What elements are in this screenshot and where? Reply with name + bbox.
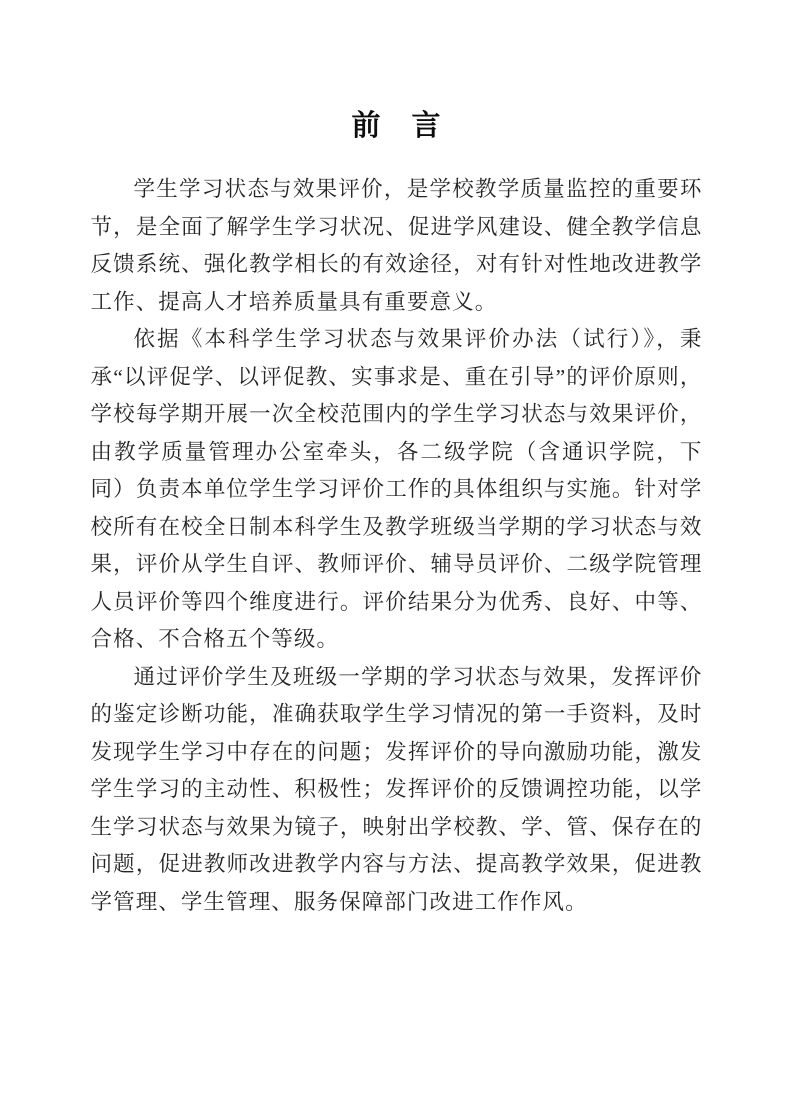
- paragraph-3: 通过评价学生及班级一学期的学习状态与效果，发挥评价的鉴定诊断功能，准确获取学生学习情况的第一手资料，及时发现学生学习中存在的问题；发挥评价的导向激励功能，激发学生学习的主动性、积极性；发挥评价的反馈调控功能，以学生学习状态与效果为镜子，映射出学校教、学、管、保存在的问题，促进教师改进教学内容与方法、提高教学效果，促进教学管理、学生管理、服务保障部门改进工作作风。: [90, 664, 703, 914]
- page-title: 前 言: [351, 110, 442, 142]
- paragraph-2: 依据《本科学生学习状态与效果评价办法（试行）》，秉承“以评促学、以评促教、实事求是、重在引导”的评价原则，学校每学期开展一次全校范围内的学生学习状态与效果评价，由教学质量管理办公室牵头，各二级学院（含通识学院，下同）负责本单位学生学习评价工作的具体组织与实施。针对学校所有在校全日制本科学生及教学班级当学期的学习状态与效果，评价从学生自评、教师评价、辅导员评价、二级学院管理人员评价等四个维度进行。评价结果分为优秀、良好、中等、合格、不合格五个等级。: [90, 327, 703, 651]
- document-body: [91, 171, 703, 921]
- paragraph-1: 学生学习状态与效果评价，是学校教学质量监控的重要环节，是全面了解学生学习状况、促进学风建设、健全教学信息反馈系统、强化教学相长的有效途径，对有针对性地改进教学工作、提高人才培养质量具有重要意义。: [90, 177, 703, 314]
